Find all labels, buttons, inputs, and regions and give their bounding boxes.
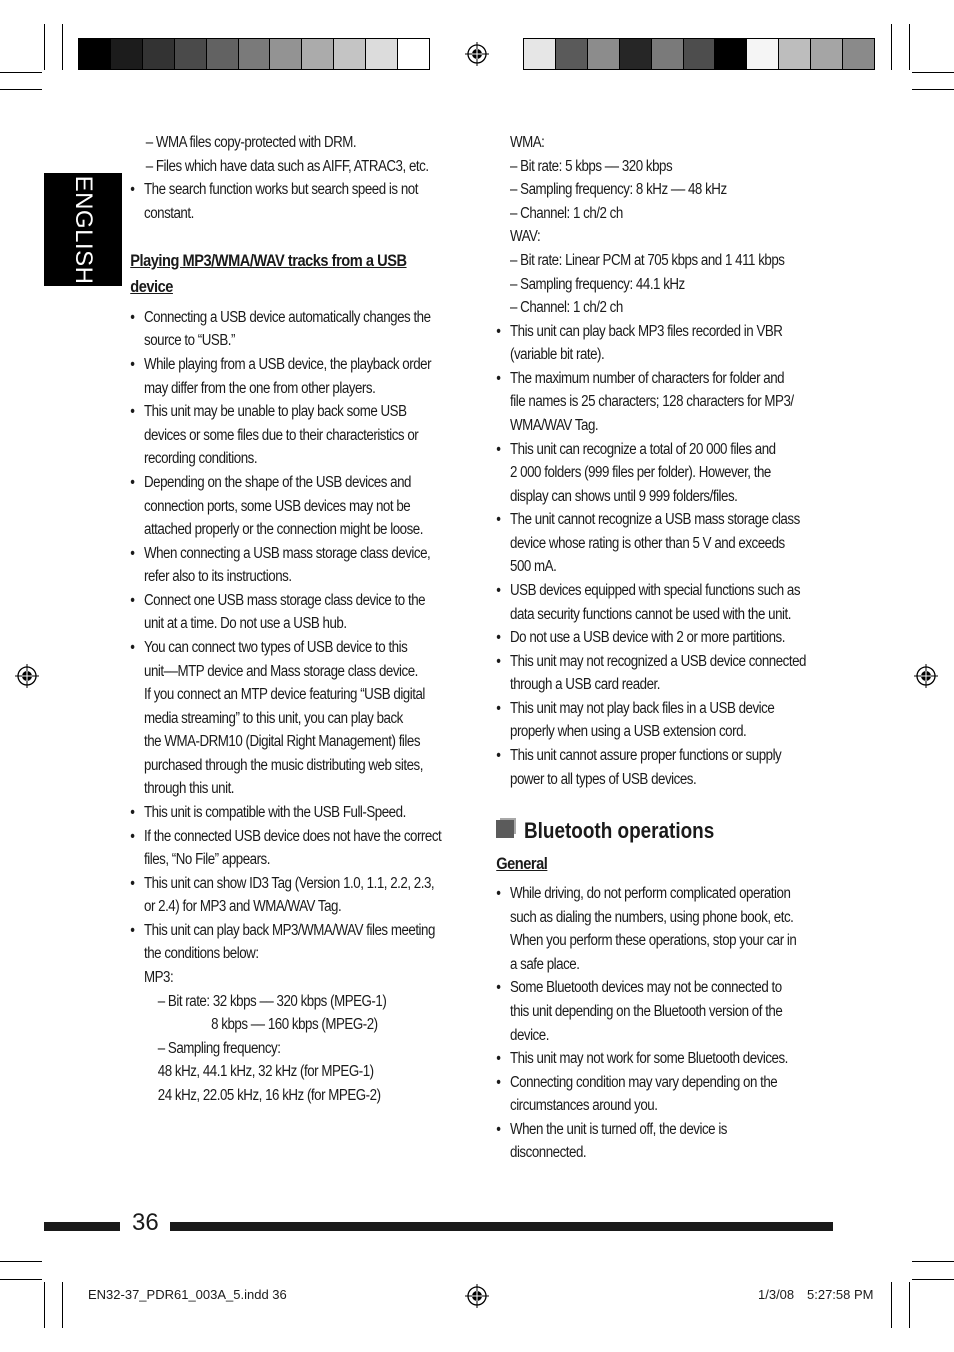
text-line: 500 mA.: [510, 558, 557, 575]
text-line: the conditions below:: [144, 945, 259, 962]
page-rule-right: [170, 1222, 833, 1231]
text-line: files, “No File” appears.: [144, 851, 270, 868]
color-swatch: [843, 39, 874, 69]
footer-time: 5:27:58 PM: [807, 1287, 874, 1302]
color-swatch: [811, 39, 843, 69]
color-swatch: [79, 39, 111, 69]
text-line: – Sampling frequency:: [157, 1040, 281, 1057]
crop-mark: [912, 1279, 954, 1280]
text-line: – Channel: 1 ch/2 ch: [510, 299, 623, 316]
registration-mark-icon: [465, 42, 489, 66]
bullet-item: • USB devices equipped with special functions such as: [510, 579, 800, 603]
color-swatch: [684, 39, 716, 69]
color-bar-left: [78, 38, 430, 70]
crop-mark: [909, 24, 910, 70]
text-line: device whose rating is other than 5 V and exceeds: [510, 535, 785, 552]
text-line: device.: [510, 1027, 549, 1044]
bullet-item: • The unit cannot recognize a USB mass storage class: [510, 508, 800, 532]
bullet-item: • This unit is compatible with the USB Full-Speed.: [144, 801, 406, 825]
text-line: – Sampling frequency: 8 kHz –– 48 kHz: [510, 181, 727, 198]
text-line: purchased through the music distributing web sites,: [144, 757, 423, 774]
crop-mark: [0, 1261, 42, 1262]
text-line: unit––MTP device and Mass storage class device.: [144, 663, 418, 680]
page-number: 36: [132, 1209, 159, 1236]
color-swatch: [366, 39, 398, 69]
color-bar-right: [523, 38, 875, 70]
text-line: properly when using a USB extension cord.: [510, 723, 747, 740]
crop-mark: [912, 89, 954, 90]
registration-mark-icon: [15, 664, 39, 688]
bullet-item: • This unit can show ID3 Tag (Version 1.0, 1.1, 2.2, 2.3,: [144, 872, 434, 896]
text-line: circumstances around you.: [510, 1097, 658, 1114]
language-tab-label: ENGLISH: [70, 175, 97, 284]
text-line: – Sampling frequency: 44.1 kHz: [510, 276, 685, 293]
text-line: MP3:: [144, 969, 174, 986]
bullet-item: • When connecting a USB mass storage class device,: [144, 542, 430, 566]
footer-date: 1/3/08: [758, 1287, 795, 1302]
text-line: recording conditions.: [144, 450, 258, 467]
color-swatch: [620, 39, 652, 69]
text-line: devices or some files due to their characteristics or: [144, 427, 419, 444]
text-line: file names is 25 characters; 128 characters for MP3/: [510, 393, 794, 410]
bullet-item: • The maximum number of characters for folder and: [510, 367, 784, 391]
text-line: refer also to its instructions.: [144, 568, 292, 585]
right-column: [510, 131, 837, 791]
color-swatch: [398, 39, 429, 69]
crop-mark: [912, 72, 954, 73]
crop-mark: [44, 24, 45, 70]
footer-filename: EN32-37_PDR61_003A_5.indd 36: [88, 1287, 287, 1302]
text-line: disconnected.: [510, 1144, 587, 1161]
crop-mark: [891, 24, 892, 70]
color-swatch: [588, 39, 620, 69]
crop-mark: [44, 1282, 45, 1328]
text-line: attached properly or the connection might be loose.: [144, 521, 423, 538]
text-line: (variable bit rate).: [510, 346, 605, 363]
text-line: constant.: [144, 205, 194, 222]
text-line: such as dialing the numbers, using phone book, etc.: [510, 909, 794, 926]
text-line: through this unit.: [144, 780, 235, 797]
section-heading: Playing MP3/WMA/WAV tracks from a USB: [130, 251, 407, 270]
text-line: – Files which have data such as AIFF, ATRAC3, etc.: [145, 158, 429, 175]
color-swatch: [524, 39, 556, 69]
color-swatch: [239, 39, 271, 69]
color-swatch: [556, 39, 588, 69]
section-heading: device: [130, 277, 173, 296]
crop-mark: [62, 1282, 63, 1328]
crop-mark: [891, 1282, 892, 1328]
text-line: WMA:: [510, 134, 545, 151]
left-column: [130, 131, 471, 1121]
text-line: the WMA-DRM10 (Digital Right Management) files: [144, 733, 421, 750]
color-swatch: [302, 39, 334, 69]
bullet-item: • Some Bluetooth devices may not be connected to: [510, 976, 782, 1000]
crop-mark: [909, 1282, 910, 1328]
text-line: source to “USB.”: [144, 332, 235, 349]
bullet-item: • This unit may not play back files in a USB device: [510, 697, 774, 721]
color-swatch: [111, 39, 143, 69]
bullet-item: • This unit can play back MP3 files recorded in VBR: [510, 320, 782, 344]
page-rule-left: [44, 1222, 120, 1231]
crop-mark: [912, 1261, 954, 1262]
color-swatch: [175, 39, 207, 69]
bullet-item: • This unit can recognize a total of 20 000 files and: [510, 438, 776, 462]
crop-mark: [0, 89, 42, 90]
text-line: 48 kHz, 44.1 kHz, 32 kHz (for MPEG-1): [157, 1063, 374, 1080]
text-line: 8 kbps –– 160 kbps (MPEG-2): [211, 1016, 378, 1033]
registration-mark-icon: [465, 1284, 489, 1308]
bullet-item: • If the connected USB device does not have the correct: [144, 825, 441, 849]
text-line: 24 kHz, 22.05 kHz, 16 kHz (for MPEG-2): [157, 1087, 381, 1104]
text-line: WAV:: [510, 228, 541, 245]
color-swatch: [747, 39, 779, 69]
subheading: General: [496, 854, 548, 873]
crop-mark: [0, 1279, 42, 1280]
text-line: – Channel: 1 ch/2 ch: [510, 205, 623, 222]
text-line: When you perform these operations, stop your car in: [510, 932, 797, 949]
section-square-icon: [496, 820, 514, 838]
text-line: – Bit rate: 5 kbps –– 320 kbps: [510, 158, 673, 175]
bluetooth-column: [496, 852, 837, 1172]
text-line: this unit depending on the Bluetooth version of the: [510, 1003, 783, 1020]
text-line: – Bit rate: Linear PCM at 705 kbps and 1 411 kbps: [510, 252, 785, 269]
crop-mark: [62, 24, 63, 70]
crop-mark: [0, 72, 42, 73]
bullet-item: • This unit may not work for some Bluetooth devices.: [510, 1047, 788, 1071]
text-line: a safe place.: [510, 956, 580, 973]
color-swatch: [715, 39, 747, 69]
text-line: or 2.4) for MP3 and WMA/WAV Tag.: [144, 898, 342, 915]
bullet-item: • This unit can play back MP3/WMA/WAV files meeting: [144, 919, 435, 943]
color-swatch: [270, 39, 302, 69]
color-swatch: [207, 39, 239, 69]
language-tab: [44, 173, 122, 286]
color-swatch: [779, 39, 811, 69]
section-title: Bluetooth operations: [524, 818, 715, 843]
bullet-item: • This unit may be unable to play back some USB: [144, 400, 407, 424]
bullet-item: • When the unit is turned off, the device is: [510, 1118, 727, 1142]
color-swatch: [652, 39, 684, 69]
bullet-item: • Connecting a USB device automatically changes the: [144, 306, 431, 330]
bullet-item: • This unit cannot assure proper functions or supply: [510, 744, 781, 768]
text-line: WMA/WAV Tag.: [510, 417, 599, 434]
text-line: may differ from the one from other players.: [144, 380, 376, 397]
text-line: through a USB card reader.: [510, 676, 660, 693]
bullet-item: • While playing from a USB device, the playback order: [144, 353, 431, 377]
text-line: – Bit rate: 32 kbps –– 320 kbps (MPEG-1): [157, 993, 387, 1010]
color-swatch: [334, 39, 366, 69]
text-line: – WMA files copy-protected with DRM.: [145, 134, 357, 151]
text-line: 2 000 folders (999 files per folder). However, the: [510, 464, 771, 481]
bullet-item: • Depending on the shape of the USB devices and: [144, 471, 411, 495]
bullet-item: • This unit may not recognized a USB device connected: [510, 650, 806, 674]
bullet-item: • While driving, do not perform complicated operation: [510, 882, 790, 906]
bullet-item: • You can connect two types of USB device to this: [144, 636, 407, 660]
text-line: power to all types of USB devices.: [510, 771, 697, 788]
text-line: media streaming” to this unit, you can play back: [144, 710, 403, 727]
text-line: unit at a time. Do not use a USB hub.: [144, 615, 347, 632]
color-swatch: [143, 39, 175, 69]
text-line: display can shows until 9 999 folders/files.: [510, 488, 738, 505]
text-line: connection ports, some USB devices may not be: [144, 498, 411, 515]
text-line: If you connect an MTP device featuring “USB digital: [144, 686, 425, 703]
text-line: data security functions cannot be used with the unit.: [510, 606, 791, 623]
bullet-item: • The search function works but search speed is not: [144, 178, 418, 202]
bullet-item: • Do not use a USB device with 2 or more partitions.: [510, 626, 785, 650]
registration-mark-icon: [914, 664, 938, 688]
bullet-item: • Connecting condition may vary depending on the: [510, 1071, 777, 1095]
bullet-item: • Connect one USB mass storage class device to the: [144, 589, 425, 613]
